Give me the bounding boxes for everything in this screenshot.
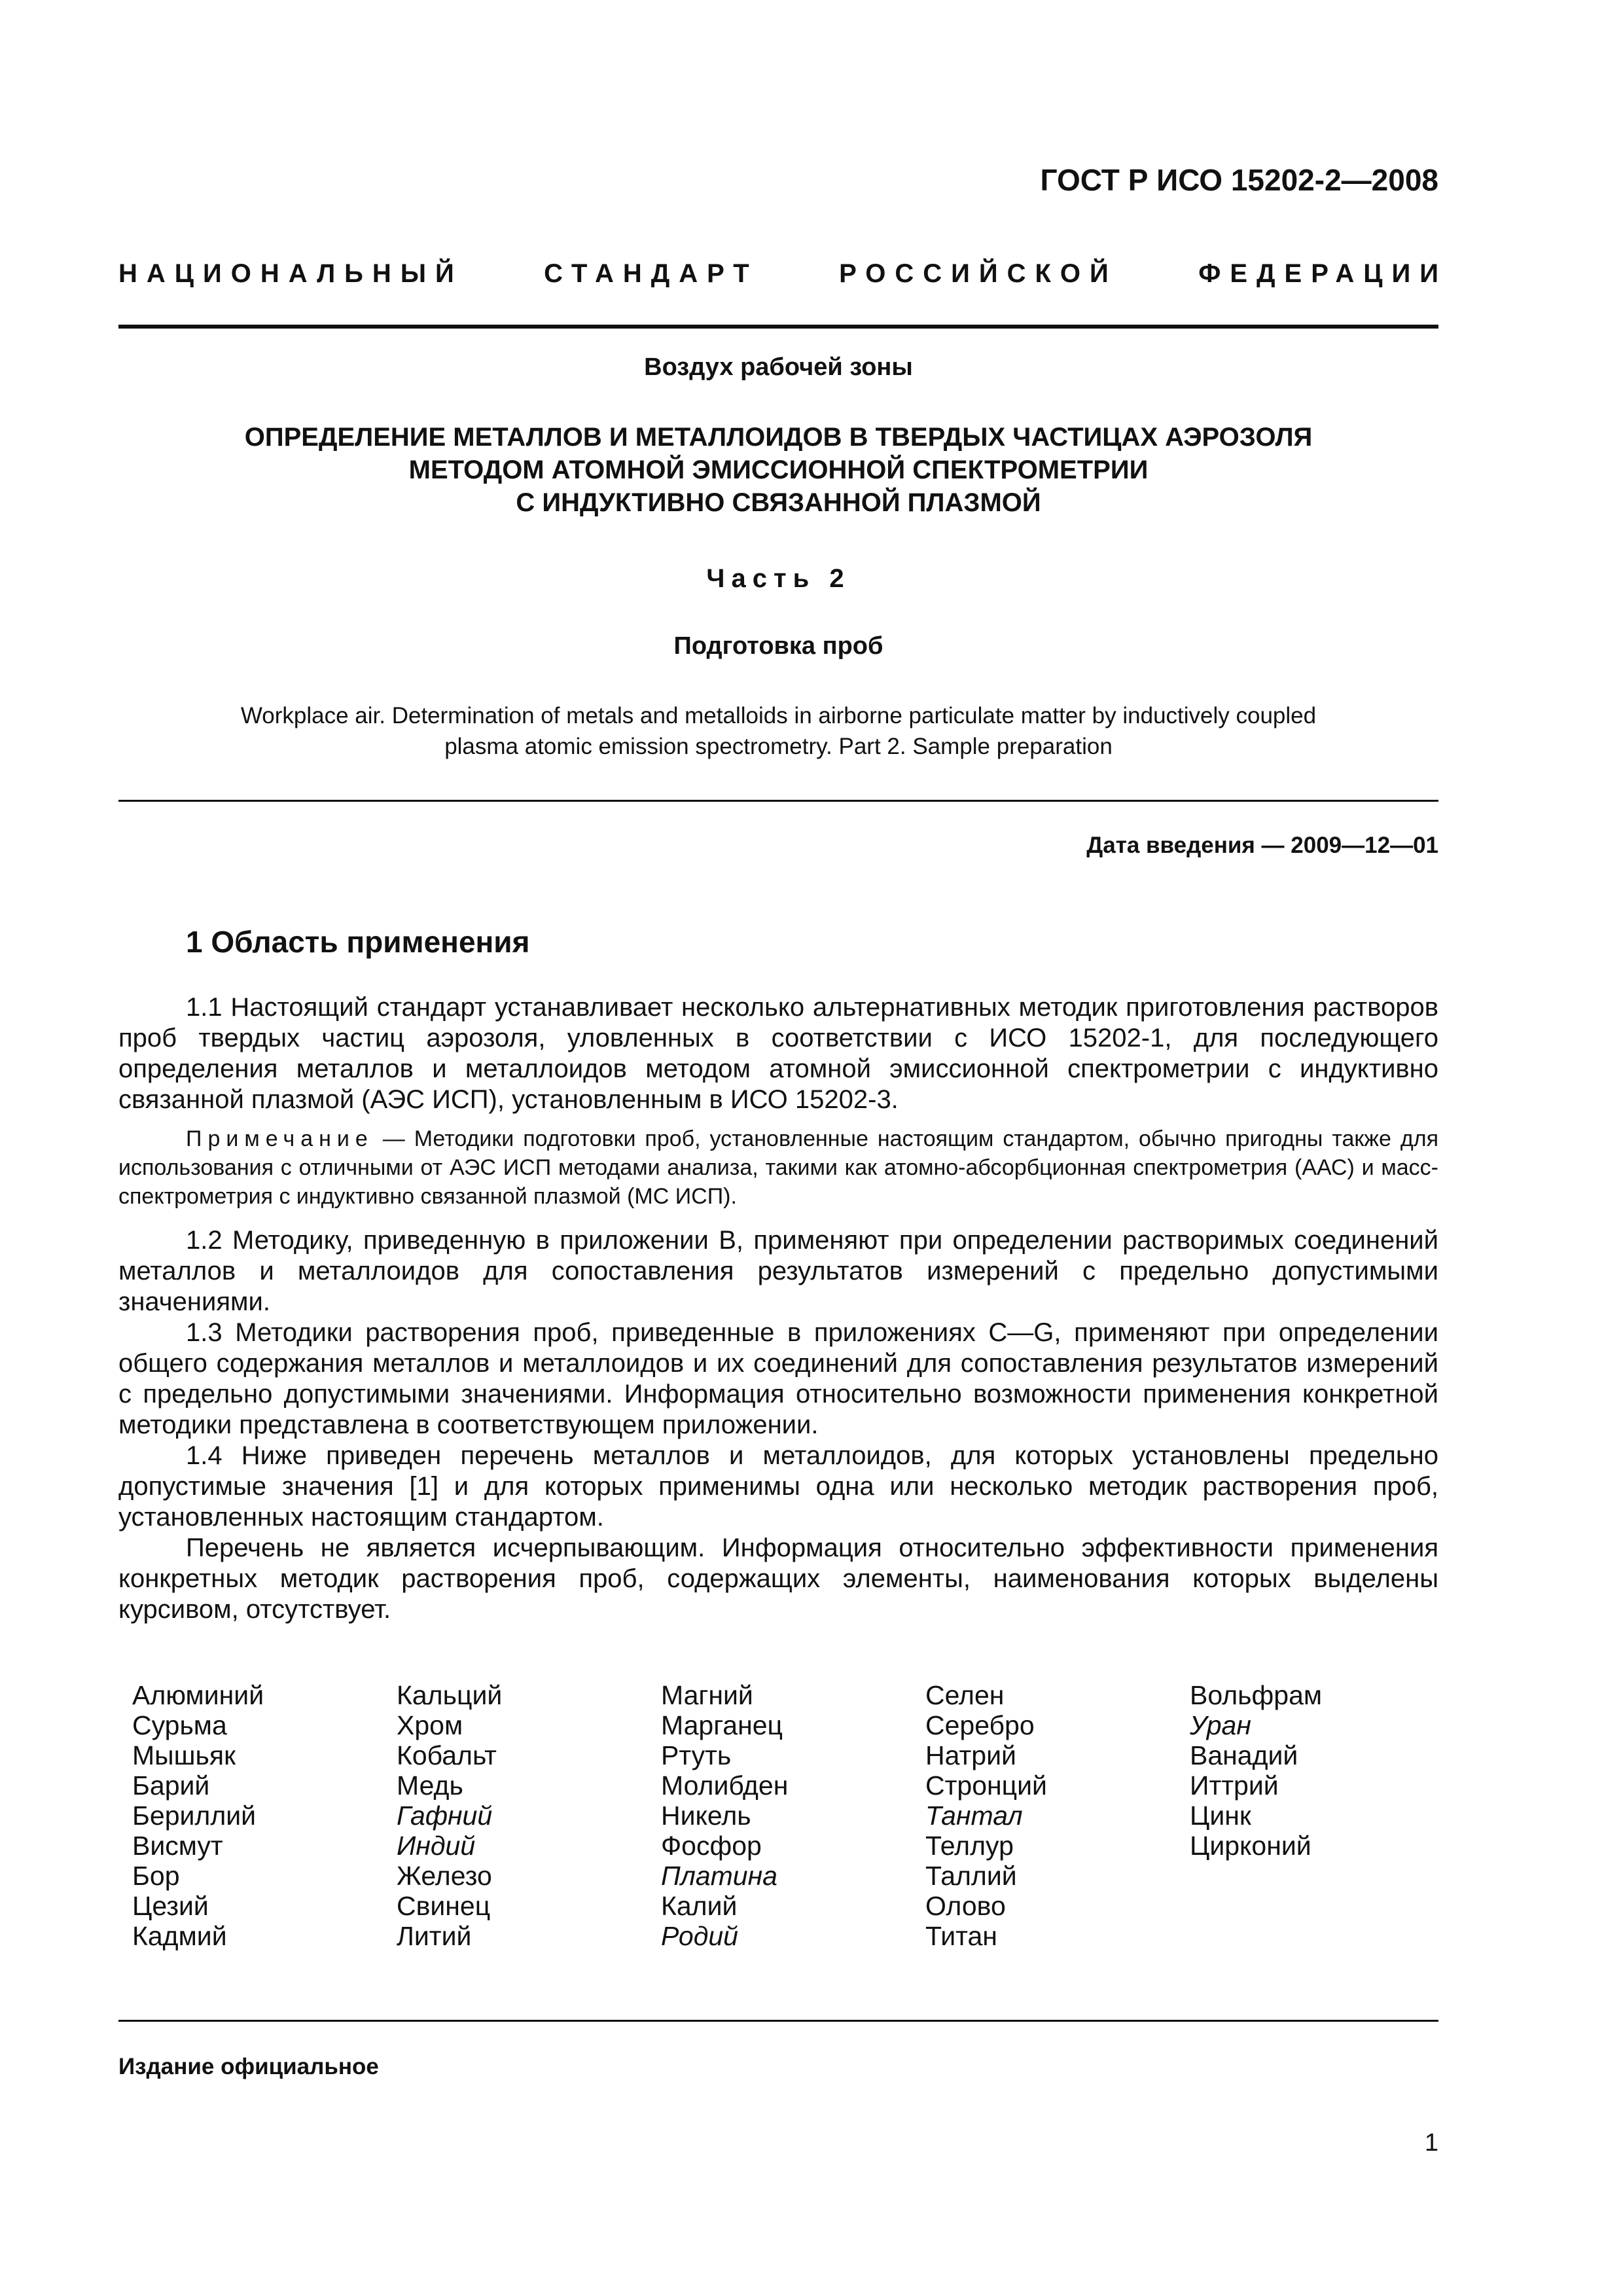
paragraph-list-note: Перечень не является исчерпывающим. Информация относительно эффективности применения конкретных методик растворения проб, содержащих элементы, наименования которых выделены курсивом, отсутствует. — [118, 1534, 1438, 1624]
element-name: Платина — [661, 1861, 777, 1891]
page-number: 1 — [1424, 2129, 1438, 2157]
element-name: Алюминий — [132, 1680, 264, 1710]
element-name: Селен — [925, 1680, 1005, 1710]
title-divider — [118, 800, 1438, 802]
element-name: Никель — [661, 1801, 751, 1831]
title-line: ОПРЕДЕЛЕНИЕ МЕТАЛЛОВ И МЕТАЛЛОИДОВ В ТВЕРДЫХ ЧАСТИЦАХ АЭРОЗОЛЯ — [244, 423, 1313, 452]
element-name: Железо — [397, 1861, 492, 1891]
paragraph-1-2: 1.2 Методику, приведенную в приложении В, применяют при определении растворимых соединений металлов и металлоидов для сопоставления результатов измерений с предельно допустимыми значениями. — [118, 1226, 1438, 1316]
element-name: Магний — [661, 1680, 753, 1710]
element-name: Сурьма — [132, 1710, 227, 1740]
element-name: Вольфрам — [1190, 1680, 1323, 1710]
note-text: — Методики подготовки проб, установленные настоящим стандартом, обычно пригодны также для использования с отличными от АЭС ИСП методами анализа, такими как атомно-абсорбционная спектрометрия (ААС) и масс-спектрометрия с индуктивно связанной плазмой (МС ИСП). — [118, 1126, 1438, 1209]
element-name: Мышьяк — [132, 1740, 236, 1770]
element-name: Фосфор — [661, 1831, 762, 1861]
element-name: Свинец — [397, 1891, 491, 1921]
paragraph-1-4: 1.4 Ниже приведен перечень металлов и металлоидов, для которых установлены предельно допустимые значения [1] и для которых применимы одна или несколько методик растворения проб, установленных настоящим стандартом. — [118, 1441, 1438, 1532]
element-name: Родий — [661, 1921, 738, 1951]
document-title — [118, 421, 1438, 519]
element-name: Бор — [132, 1861, 180, 1891]
english-title-line: plasma atomic emission spectrometry. Part 2. Sample preparation — [444, 734, 1113, 759]
elements-column — [132, 1680, 397, 1951]
note — [118, 1124, 1438, 1211]
elements-column — [661, 1680, 925, 1951]
element-name: Кальций — [397, 1680, 503, 1710]
element-name: Бериллий — [132, 1801, 257, 1831]
element-name: Кобальт — [397, 1740, 497, 1770]
element-name: Титан — [925, 1921, 997, 1951]
element-name: Хром — [397, 1710, 463, 1740]
element-name: Таллий — [925, 1861, 1017, 1891]
element-name: Натрий — [925, 1740, 1016, 1770]
elements-column — [1190, 1680, 1454, 1951]
section-body — [118, 992, 1438, 1625]
english-title-line: Workplace air. Determination of metals and metalloids in airborne particulate matter by inductively coupled — [240, 703, 1317, 728]
elements-column — [397, 1680, 661, 1951]
footer-divider — [118, 2020, 1438, 2022]
element-name: Олово — [925, 1891, 1006, 1921]
elements-list — [132, 1680, 1454, 1951]
element-name: Серебро — [925, 1710, 1035, 1740]
note-label: Примечание — [186, 1126, 374, 1151]
section-heading: 1 Область применения — [186, 925, 530, 959]
elements-column — [925, 1680, 1190, 1951]
paragraph-1-3: 1.3 Методики растворения проб, приведенные в приложениях С—G, применяют при определении общего содержания металлов и металлоидов и их соединений для сопоставления результатов измерений с предельно допустимыми значениями. Информация относительно возможности применения конкретной методики представлена в соответствующем приложении. — [118, 1318, 1438, 1439]
element-name: Калий — [661, 1891, 738, 1921]
part-title: Подготовка проб — [673, 632, 883, 660]
official-edition-label: Издание официальное — [118, 2054, 379, 2079]
header-divider — [118, 325, 1438, 329]
element-name: Индий — [397, 1831, 476, 1861]
element-name: Цирконий — [1190, 1831, 1311, 1861]
element-name: Гафний — [397, 1801, 493, 1831]
element-name: Марганец — [661, 1710, 783, 1740]
document-subject: Воздух рабочей зоны — [644, 353, 913, 381]
paragraph-1-1: 1.1 Настоящий стандарт устанавливает несколько альтернативных методик приготовления растворов проб твердых частиц аэрозоля, уловленных в соответствии с ИСО 15202-1, для последующего определения металлов и металлоидов методом атомной эмиссионной спектрометрии с индуктивно связанной плазмой (АЭС ИСП), установленным в ИСО 15202-3. — [118, 993, 1438, 1114]
national-standard-header — [118, 259, 1448, 289]
element-name: Теллур — [925, 1831, 1014, 1861]
element-name: Медь — [397, 1770, 463, 1801]
element-name: Уран — [1190, 1710, 1251, 1740]
title-line: С ИНДУКТИВНО СВЯЗАННОЙ ПЛАЗМОЙ — [516, 488, 1041, 517]
element-name: Цинк — [1190, 1801, 1251, 1831]
title-line: МЕТОДОМ АТОМНОЙ ЭМИССИОННОЙ СПЕКТРОМЕТРИИ — [408, 456, 1149, 484]
element-name: Иттрий — [1190, 1770, 1279, 1801]
standard-number: ГОСТ Р ИСО 15202-2—2008 — [1040, 163, 1438, 197]
national-word: РОССИЙСКОЙ — [839, 259, 1118, 288]
national-word: ФЕДЕРАЦИИ — [1198, 259, 1448, 288]
element-name: Тантал — [925, 1801, 1023, 1831]
element-name: Цезий — [132, 1891, 209, 1921]
element-name: Ртуть — [661, 1740, 732, 1770]
english-title — [118, 700, 1438, 762]
element-name: Ванадий — [1190, 1740, 1298, 1770]
introduction-date: Дата введения — 2009—12—01 — [1086, 833, 1438, 858]
element-name: Молибден — [661, 1770, 789, 1801]
national-word: НАЦИОНАЛЬНЫЙ — [118, 259, 463, 288]
element-name: Стронций — [925, 1770, 1047, 1801]
element-name: Висмут — [132, 1831, 223, 1861]
element-name: Кадмий — [132, 1921, 227, 1951]
element-name: Литий — [397, 1921, 472, 1951]
part-number: Часть 2 — [706, 564, 851, 593]
element-name: Барий — [132, 1770, 210, 1801]
national-word: СТАНДАРТ — [544, 259, 758, 288]
